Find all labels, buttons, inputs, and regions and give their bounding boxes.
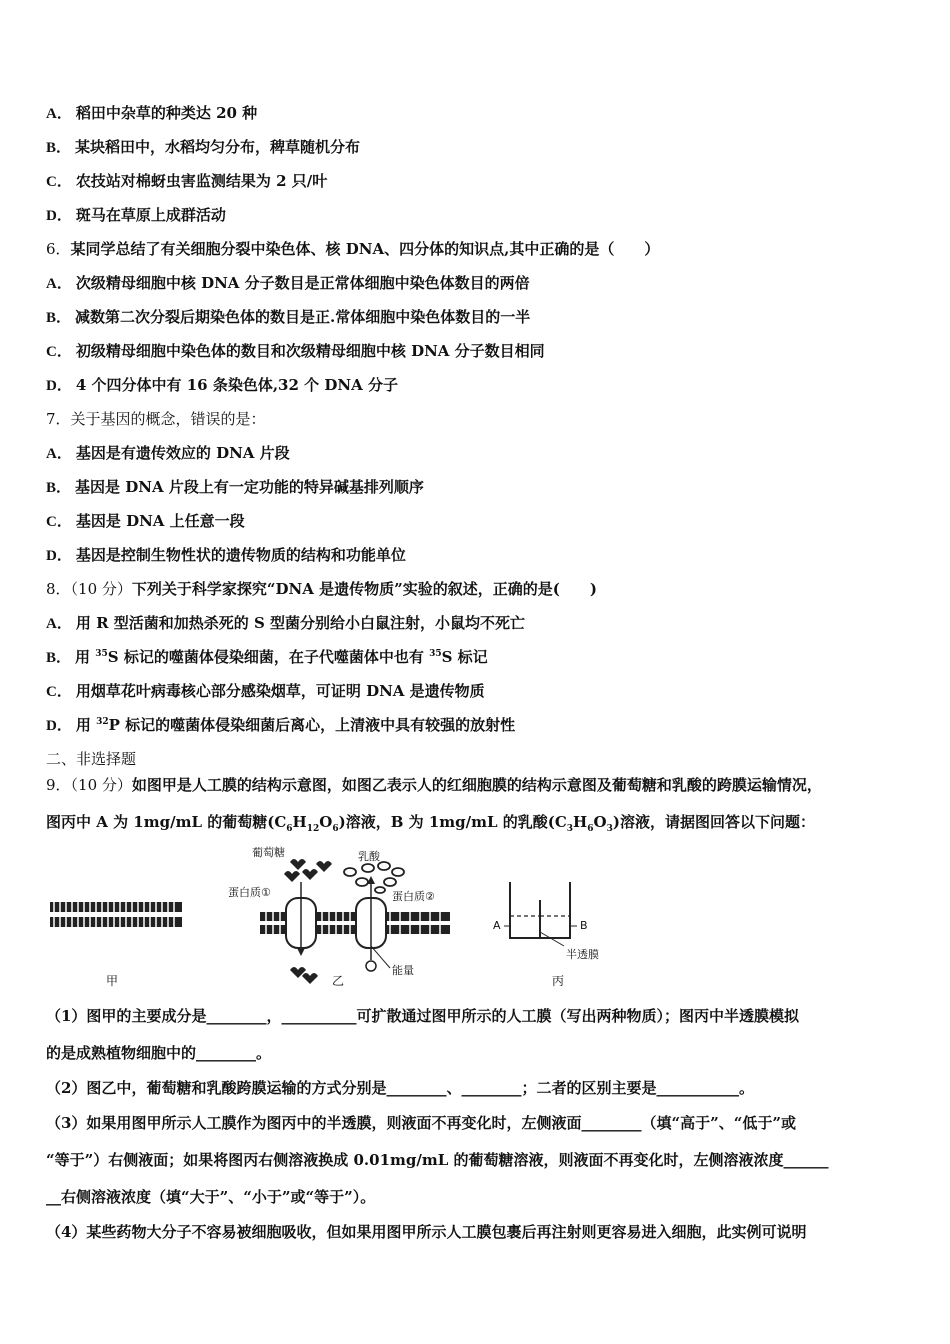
protein-2-label: 蛋白质② — [392, 890, 435, 903]
q5-option-c: C． 农技站对棉蚜虫害监测结果为 2 只/叶 — [46, 172, 328, 190]
membrane-diagram — [40, 842, 640, 992]
protein-1-label: 蛋白质① — [228, 886, 271, 899]
q9-part3-line3: __右侧溶液浓度（填“大于”、“小于”或“等于”）。 — [46, 1188, 376, 1206]
figure-label-bing: 丙 — [552, 974, 565, 988]
q6-option-b: B． 减数第二次分裂后期染色体的数目是正.常体细胞中染色体数目的一半 — [46, 308, 531, 326]
q9-stem-line1: 9．（10 分）如图甲是人工膜的结构示意图，如图乙表示人的红细胞膜的结构示意图及葡萄糖和乳酸的跨膜运输情况， — [46, 776, 822, 794]
q6-option-c: C． 初级精母细胞中染色体的数目和次级精母细胞中核 DNA 分子数目相同 — [46, 342, 545, 360]
section-heading: 二、非选择题 — [46, 750, 137, 768]
q6-option-d: D． 4 个四分体中有 16 条染色体,32 个 DNA 分子 — [46, 376, 398, 394]
rbc-membrane — [260, 859, 450, 984]
q8-option-c: C． 用烟草花叶病毒核心部分感染烟草，可证明 DNA 是遗传物质 — [46, 682, 485, 700]
q9-figure — [40, 842, 640, 992]
q7-option-a: A． 基因是有遗传效应的 DNA 片段 — [46, 444, 290, 462]
q5-option-b: B． 某块稻田中，水稻均匀分布，稗草随机分布 — [46, 138, 361, 156]
membrane-label: 半透膜 — [566, 948, 599, 961]
q5-option-a: A． 稻田中杂草的种类达 20 种 — [46, 104, 258, 122]
q9-part4: （4）某些药物大分子不容易被细胞吸收，但如果用图甲所示人工膜包裹后再注射则更容易进入细胞，此实例可说明 — [46, 1223, 807, 1241]
q9-part1-line1: （1）图甲的主要成分是________，__________可扩散通过图甲所示的人工膜（写出两种物质）；图丙中半透膜模拟 — [46, 1007, 799, 1025]
q9-part1-line2: 的是成熟植物细胞中的________。 — [46, 1044, 272, 1062]
glucose-label: 葡萄糖 — [252, 846, 285, 859]
figure-label-yi: 乙 — [332, 974, 345, 988]
figure-label-jia: 甲 — [106, 974, 119, 988]
lactate-label: 乳酸 — [358, 850, 380, 863]
q6-option-a: A． 次级精母细胞中核 DNA 分子数目是正常体细胞中染色体数目的两倍 — [46, 274, 530, 292]
q8-stem: 8．（10 分）下列关于科学家探究“DNA 是遗传物质”实验的叙述，正确的是( ) — [46, 580, 597, 598]
tube-label-b: B — [580, 919, 588, 932]
q9-part3-line1: （3）如果用图甲所示人工膜作为图丙中的半透膜，则液面不再变化时，左侧液面________（填“高于”、“低于”或 — [46, 1114, 796, 1132]
q7-option-b: B． 基因是 DNA 片段上有一定功能的特异碱基排列顺序 — [46, 478, 424, 496]
q8-option-d: D． 用 $^{32}$P 标记的噬菌体侵染细菌后离心，上清液中具有较强的放射性 — [46, 716, 516, 734]
q9-part2: （2）图乙中，葡萄糖和乳酸跨膜运输的方式分别是________、________；二者的区别主要是___________。 — [46, 1079, 754, 1097]
tube-label-a: A — [493, 919, 501, 932]
q8-option-b: B． 用 $^{35}$S 标记的噬菌体侵染细菌，在子代噬菌体中也有 $^{35}$S 标记 — [46, 648, 488, 666]
q8-option-a: A． 用 R 型活菌和加热杀死的 S 型菌分别给小白鼠注射，小鼠均不死亡 — [46, 614, 526, 632]
q5-option-d: D． 斑马在草原上成群活动 — [46, 206, 226, 224]
q9-stem-line2: 图丙中 A 为 1mg/mL 的葡萄糖$(C_6H_{12}O_6)$溶液，B 为 1mg/mL 的乳酸$(C_3H_6O_3)$溶液，请据图回答以下问题： — [46, 813, 815, 834]
u-tube — [504, 882, 577, 946]
q7-stem: 7．关于基因的概念，错误的是： — [46, 410, 266, 428]
q6-stem: 6．某同学总结了有关细胞分裂中染色体、核 DNA、四分体的知识点,其中正确的是（ ） — [46, 240, 660, 258]
q7-option-d: D． 基因是控制生物性状的遗传物质的结构和功能单位 — [46, 546, 406, 564]
q7-option-c: C． 基因是 DNA 上任意一段 — [46, 512, 245, 530]
atp-circle — [366, 961, 376, 971]
q9-part3-line2: “等于”）右侧液面；如果将图丙右侧溶液换成 0.01mg/mL 的葡萄糖溶液，则液面不再变化时，左侧溶液浓度______ — [46, 1151, 829, 1169]
artificial-membrane — [50, 902, 182, 927]
energy-label: 能量 — [392, 964, 414, 977]
